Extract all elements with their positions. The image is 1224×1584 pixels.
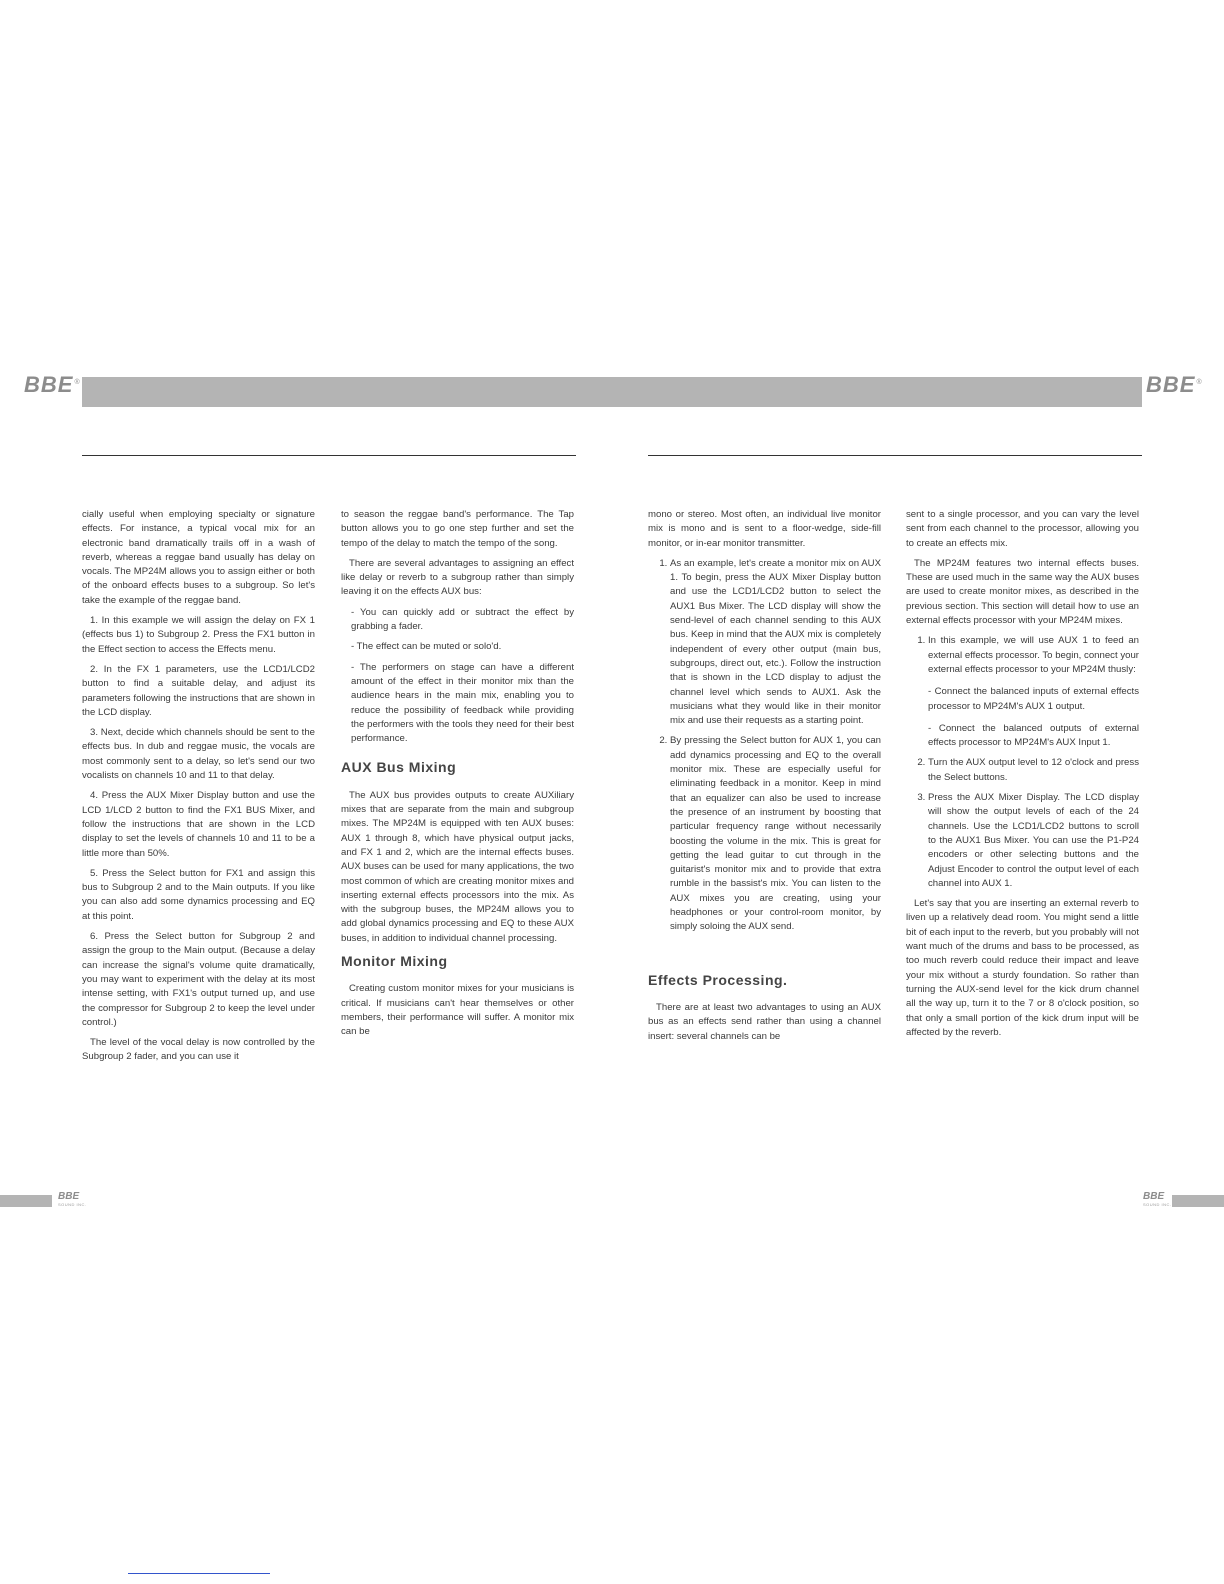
header-band [82, 377, 1142, 407]
step: 4. Press the AUX Mixer Display button and use the LCD 1/LCD 2 button to find the FX1 BUS Mixer, and follow the instructions that are shown in the LCD display to set the levels of channels 10 and 11 to be a little more than 50%. [82, 790, 315, 859]
footer-brand: BBE [1143, 1191, 1165, 1202]
list-item: 2. By pressing the Select button for AUX 1, you can add dynamics processing and EQ to the overall monitor mix. These are especially useful for eliminating feedback in a monitor. Keep in mind that an equalizer can also be used to increase the presence of an instrument by boosting that particular frequency range without necessarily boosting the volume in the mix. This is great for getting the lead guitar to cut through in the guitarist's monitor mix and to provide that extra rumble in the bassist's mix. You can listen to the AUX mixes you are creating, using your headphones or your control-room monitor, by simply soloing the AUX send. [670, 734, 881, 934]
right-page-rule [648, 455, 1142, 456]
step: 5. Press the Select button for FX1 and assign this bus to Subgroup 2 and to the Main outputs. If you like you can also add some dynamics processing and EQ at this point. [82, 867, 315, 922]
paragraph: The level of the vocal delay is now controlled by the Subgroup 2 fader, and you can use it [82, 1037, 315, 1063]
step: 3. Next, decide which channels should be sent to the effects bus. In dub and reggae music, the vocals are most commonly sent to a delay, so let's send our two vocalists on channels 10 and 11 to that delay. [82, 727, 315, 782]
sub-item: - Connect the balanced inputs of external effects processor to MP24M's AUX 1 output. [928, 686, 1139, 712]
list-item: 3. Press the AUX Mixer Display. The LCD display will show the output levels of each of the 24 channels. Use the LCD1/LCD2 buttons to scroll to the AUX1 Bus Mixer. You can use the P1-P24 encoders or other selecting buttons and the Adjust Encoder to control the output level of each channel into AUX 1. [928, 791, 1139, 891]
link-underline [128, 1573, 270, 1574]
list-item: 1. As an example, let's create a monitor mix on AUX 1. To begin, press the AUX Mixer Display button and use the LCD1/LCD2 button to select the AUX1 Bus Mixer. The LCD display will show the send-level of each channel sending to this AUX bus. Keep in mind that the AUX mix is completely independent of every other output (main bus, subgroups, direct out, etc.). Follow the instruction that is shown in the LCD display to adjust the channel level which sends to AUX1. Ask the musicians what they would like in their monitor mix and use their requests as a starting point. [670, 557, 881, 729]
list-item: - The performers on stage can have a different amount of the effect in their monitor mix than the audience hears in the main mix, enabling you to reduce the possibility of feedback while providing the performers with the tools they need for their best performance. [351, 661, 574, 745]
paragraph: cially useful when employing specialty or signature effects. For instance, a typical vocal mix for an electronic band dramatically trails off in a wash of reverb, whereas a reggae band usually has delay on vocals. The MP24M allows you to assign either or both of the onboard effects buses to a subgroup. So let's take the example of the reggae band. [82, 509, 315, 606]
brand-logo-right: BBE® [1146, 372, 1203, 397]
paragraph: The AUX bus provides outputs to create AUXiliary mixes that are separate from the main and subgroup mixes. The MP24M is equipped with ten AUX buses: AUX 1 through 8, which have physical output jacks, and FX 1 and 2, which are the internal effects buses. AUX buses can be used for many applications, the two most common of which are creating monitor mixes and inserting external effects processors into the mix. As with the subgroup buses, the MP24M allows you to add global dynamics processing and EQ to these AUX buses, in addition to individual channel processing. [341, 789, 574, 944]
column-4 [906, 508, 1139, 1046]
advantage-list [341, 606, 574, 747]
left-page-rule [82, 455, 576, 456]
footer-sub: SOUND INC. [1143, 1202, 1172, 1207]
list-item: 2. Turn the AUX output level to 12 o'clock and press the Select buttons. [928, 756, 1139, 785]
footer-logo-right [1143, 1192, 1172, 1207]
footer-brand: BBE [58, 1191, 80, 1202]
paragraph: The MP24M features two internal effects buses. These are used much in the same way the AUX buses are used to create monitor mixes, as described in the previous section. This section will detail how to use an external effects processor with your MP24M mixes. [906, 557, 1139, 627]
monitor-steps [648, 557, 881, 935]
paragraph: sent to a single processor, and you can vary the level sent from each channel to the processor, allowing you to create an effects mix. [906, 509, 1139, 549]
paragraph: Creating custom monitor mixes for your musicians is critical. If musicians can't hear themselves or other members, their performance will suffer. A monitor mix can be [341, 983, 574, 1038]
column-3 [648, 508, 881, 1050]
paragraph: There are at least two advantages to using an AUX bus as an effects send rather than using a channel insert: several channels can be [648, 1001, 881, 1042]
paragraph: to season the reggae band's performance. The Tap button allows you to go one step further and set the tempo of the delay to match the tempo of the song. [341, 509, 574, 549]
footer-logo-left [58, 1192, 87, 1207]
paragraph: Let's say that you are inserting an external reverb to liven up a relatively dead room. You might send a little bit of each input to the reverb, but you probably will not want much of the drums and bass to be processed, as too much reverb could reduce their impact and leave your mix without a sturdy foundation. So rather than turning the AUX-send level for the kick drum channel all the way up, turn it to the 7 or 8 o'clock position, so that only a small portion of the kick drum input will be affected by the reverb. [906, 898, 1139, 1038]
section-heading-aux-bus: AUX Bus Mixing [341, 759, 457, 776]
list-item: - The effect can be muted or solo'd. [351, 641, 502, 653]
list-item [928, 634, 1139, 750]
step-text: In this example, we will use AUX 1 to feed an external effects processor. To begin, connect your external effects processor to your MP24M thusly: [928, 635, 1139, 675]
effects-steps [906, 634, 1139, 891]
paragraph: mono or stereo. Most often, an individual live monitor mix is mono and is sent to a floor-wedge, side-fill monitor, or in-ear monitor transmitter. [648, 509, 881, 549]
column-2 [341, 508, 574, 1046]
sub-item: - Connect the balanced outputs of external effects processor to MP24M's AUX Input 1. [928, 722, 1139, 749]
step: 2. In the FX 1 parameters, use the LCD1/LCD2 button to find a suitable delay, and adjust its parameters following the instructions that are shown in the LCD display. [82, 663, 315, 718]
footer-bar-left [0, 1195, 52, 1207]
column-1 [82, 508, 315, 1071]
step: 6. Press the Select button for Subgroup 2 and assign the group to the Main output. (Because a delay can increase the signal's volume quite dramatically, you may want to experiment with the delay at its most intense setting, with FX1's output turned up, and use the compressor for Subgroup 2 to keep the level under control.) [82, 931, 315, 1028]
section-heading-monitor: Monitor Mixing [341, 953, 448, 970]
section-heading-effects: Effects Processing. [648, 971, 788, 988]
step: 1. In this example we will assign the delay on FX 1 (effects bus 1) to Subgroup 2. Press the FX1 button in the Effect section to access the Effects menu. [82, 615, 315, 655]
footer-bar-right [1172, 1195, 1224, 1207]
brand-logo-left: BBE® [24, 372, 81, 397]
paragraph: There are several advantages to assigning an effect like delay or reverb to a subgroup rather than simply leaving it on the effects AUX bus: [341, 557, 574, 598]
list-item: - You can quickly add or subtract the effect by grabbing a fader. [351, 606, 574, 633]
footer-sub: SOUND INC. [58, 1202, 87, 1207]
